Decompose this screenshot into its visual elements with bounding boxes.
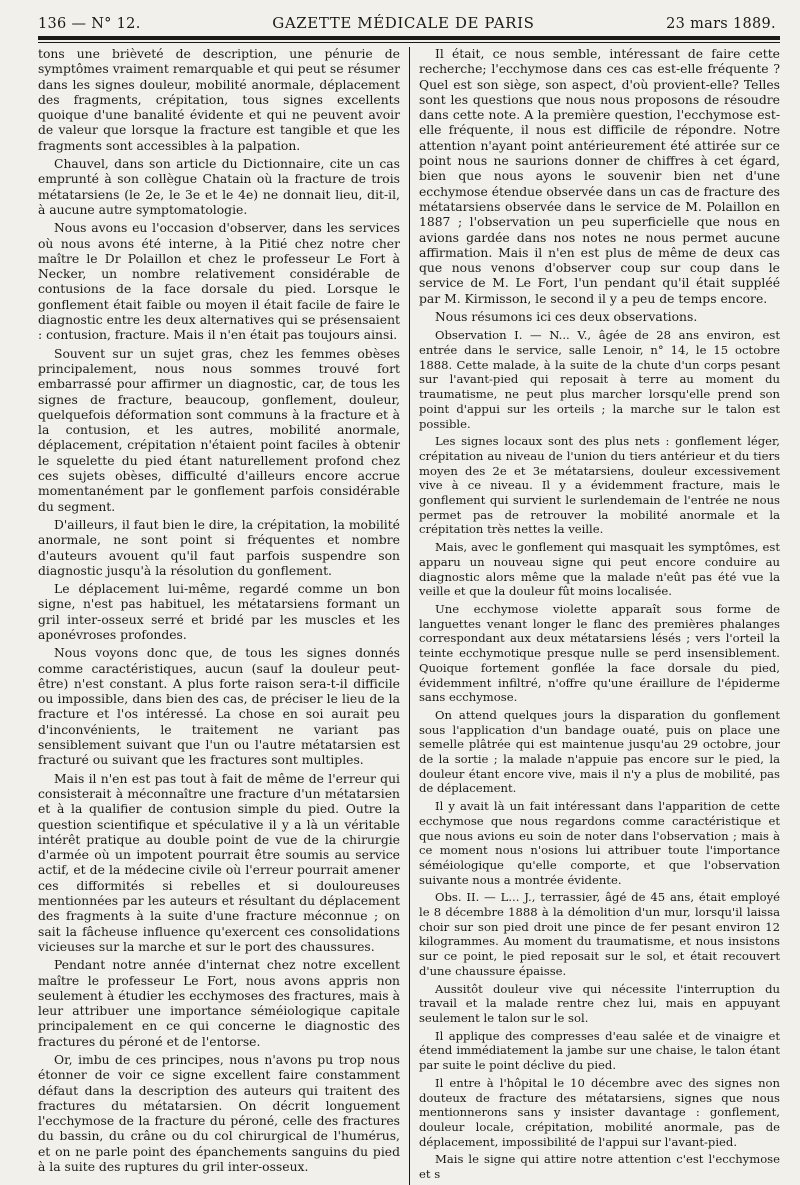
paragraph: Or, imbu de ces principes, nous n'avons pu trop nous étonner de voir ce signe excellent faire constamment défaut dans la description des auteurs qui traitent des fractures du métatarsien. On décrit longuement l'ecchymose de la fracture du péroné, celle des fractures du bassin, du crâne ou du col chirurgical de l'humérus, et on ne parle point des épanchements sanguins du pied à la suite des ruptures du gril inter-osseux. <box>38 1053 400 1175</box>
paragraph: tons une brièveté de description, une pénurie de symptômes vraiment remarquable et qui peut se résumer dans les signes douleur, mobilité anormale, déplacement des fragments, crépitation, tous signes excellents quoique d'une banalité évidente et qui ne peuvent avoir de valeur que lorsque la fracture est tangible et que les fragments sont accessibles à la palpation. <box>38 47 400 153</box>
observation-paragraph: Mais, avec le gonflement qui masquait les symptômes, est apparu un nouveau signe qui peut encore conduire au diagnostic alors même que la malade n'eût pas été vue la veille et que la douleur fût moins localisée. <box>418 540 780 599</box>
observation-paragraph: Il y avait là un fait intéressant dans l'apparition de cette ecchymose que nous regardons comme caractéristique et que nous avions eu soin de noter dans l'observation ; mais à ce moment nous n'osions lui attribuer toute l'importance séméiologique qu'elle comporte, et que l'observation suivante nous a montrée évidente. <box>418 799 780 887</box>
right-column <box>409 47 780 1185</box>
observation-paragraph: Mais le signe qui attire notre attention c'est l'ecchymose et s <box>418 1152 780 1182</box>
observation-paragraph: On attend quelques jours la disparation du gonflement sous l'application d'un bandage ouaté, puis on place une semelle plâtrée qui est maintenue jusqu'au 29 octobre, jour de la sortie ; la malade n'appuie pas encore sur le pied, la douleur étant encore vive, mais il n'y a plus de mobilité, pas de déplacement. <box>418 707 780 796</box>
issue-date: 23 mars 1889. <box>666 16 776 32</box>
paragraph: Mais il n'en est pas tout à fait de même de l'erreur qui consisterait à méconnaître une fracture d'un métatarsien et à la qualifier de contusion simple du pied. Outre la question scientifique et spéculative il y a là un véritable intérêt pratique au double point de vue de la chirurgie d'armée où un impotent pourrait être soumis au service actif, et de la médecine civile où l'erreur pourrait amener ces difformités si rebelles et si douloureuses mentionnées par les auteurs et résultant du déplacement des fragments à la suite d'une fracture méconnue ; on sait la fâcheuse influence qu'exercent ces consolidations vicieuses sur la marche et sur le port des chaussures. <box>38 771 400 954</box>
journal-title: GAZETTE MÉDICALE DE PARIS <box>272 14 535 32</box>
paragraph: Le déplacement lui-même, regardé comme un bon signe, n'est pas habituel, les métatarsiens formant un gril inter-osseux serré et bridé par les muscles et les aponévroses profondes. <box>38 582 400 642</box>
paragraph: Souvent sur un sujet gras, chez les femmes obèses principalement, nous nous sommes trouvé fort embarrassé pour affirmer un diagnostic, car, de tous les signes de fracture, beaucoup, gonflement, douleur, quelquefois déformation sont communs à la fracture et à la contusion, et les autres, mobilité anormale, déplacement, crépitation n'étaient point faciles à obtenir le squelette du pied étant naturellement profond chez ces sujets obèses, difficulté d'ailleurs encore accrue momentanément par le gonflement parfois considérable du segment. <box>38 346 400 514</box>
text-columns <box>38 47 780 1185</box>
observation-paragraph: Observation I. — N... V., âgée de 28 ans environ, est entrée dans le service, salle Lenoir, n° 14, le 15 octobre 1888. Cette malade, à la suite de la chute d'un corps pesant sur l'avant-pied qui reposait à terre au moment du traumatisme, ne peut plus marcher lorsqu'elle prend son point d'appui sur les orteils ; la marche sur le talon est possible. <box>418 328 780 431</box>
running-header <box>24 14 780 32</box>
paragraph: Nous avons eu l'occasion d'observer, dans les services où nous avons été interne, à la Pitié chez notre cher maître le Dr Polaillon et chez le professeur Le Fort à Necker, un nombre relativement considérable de contusions de la face dorsale du pied. Lorsque le gonflement était faible ou moyen il était facile de faire le diagnostic entre les deux alternatives qui se présensaient : contusion, fracture. Mais il n'en était pas toujours ainsi. <box>38 221 400 343</box>
paragraph: Chauvel, dans son article du Dictionnaire, cite un cas emprunté à son collègue Chatain où la fracture de trois métatarsiens (le 2e, le 3e et le 4e) ne donnait lieu, dit-il, à aucune autre symptomatologie. <box>38 157 400 217</box>
page-number: 136 — N° 12. <box>38 16 141 32</box>
observation-paragraph: Il entre à l'hôpital le 10 décembre avec des signes non douteux de fracture des métatarsiens, signes que nous mentionnerons sans y insister davantage : gonflement, douleur locale, crépitation, mobilité anormale, pas de déplacement, impossibilité de l'appui sur l'avant-pied. <box>418 1075 780 1149</box>
observation-paragraph: Il applique des compresses d'eau salée et de vinaigre et étend immédiatement la jambe sur une chaise, le talon étant par suite le point déclive du pied. <box>418 1028 780 1073</box>
paragraph: Nous voyons donc que, de tous les signes donnés comme caractéristiques, aucun (sauf la douleur peut-être) n'est constant. A plus forte raison sera-t-il difficile ou impossible, dans bien des cas, de préciser le lieu de la fracture et l'os intéressé. La chose en soi aurait peu d'inconvénients, le traitement ne variant pas sensiblement suivant que l'un ou l'autre métatarsien est fracturé ou suivant que les fractures sont multiples. <box>38 646 400 768</box>
header-rule-thin <box>38 42 780 43</box>
observation-paragraph: Obs. II. — L... J., terrassier, âgé de 45 ans, était employé le 8 décembre 1888 à la démolition d'un mur, lorsqu'il laissa choir sur son pied droit une pince de fer pesant environ 12 kilogrammes. Au moment du traumatisme, et nous insistons sur ce point, le pied reposait sur le sol, et était recouvert d'une chaussure épaisse. <box>418 890 780 978</box>
paragraph: Nous résumons ici ces deux observations. <box>434 310 698 325</box>
header-rule-thick <box>38 36 780 40</box>
observation-paragraph: Aussitôt douleur vive qui nécessite l'interruption du travail et la malade rentre chez lui, mais en appuyant seulement le talon sur le sol. <box>418 981 780 1025</box>
paragraph: D'ailleurs, il faut bien le dire, la crépitation, la mobilité anormale, ne sont point si fréquentes et nombre d'auteurs avouent qu'il faut parfois suspendre son diagnostic jusqu'à la résolution du gonflement. <box>38 517 400 578</box>
left-column <box>38 47 409 1185</box>
paragraph: Il était, ce nous semble, intéressant de faire cette recherche; l'ecchymose dans ces cas est-elle fréquente ? Quel est son siège, son aspect, d'où provient-elle? Telles sont les questions que nous nous proposons de résoudre dans cette note. A la première question, l'ecchymose est-elle fréquente, il nous est difficile de répondre. Notre attention n'ayant point antérieurement été attirée sur ce point nous ne saurions donner de chiffres à cet égard, bien que nous ayons le souvenir bien net d'une ecchymose étendue observée dans un cas de fracture des métatarsiens observée dans le service de M. Polaillon en 1887 ; l'observation un peu superficielle que nous en avions gardée dans nos notes ne nous permet aucune affirmation. Mais il n'en est plus de même de deux cas que nous venons d'observer coup sur coup dans le service de M. Le Fort, l'un pendant qu'il était suppléé par M. Kirmisson, le second il y a peu de temps encore. <box>418 47 780 306</box>
observation-paragraph: Les signes locaux sont des plus nets : gonflement léger, crépitation au niveau de l'union du tiers antérieur et du tiers moyen des 2e et 3e métatarsiens, douleur excessivement vive à ce niveau. Il y a évidemment fracture, mais le gonflement qui survient le surlendemain de l'entrée ne nous permet pas de retrouver la mobilité anormale et la crépitation très nettes la veille. <box>418 434 780 537</box>
paragraph: Pendant notre année d'internat chez notre excellent maître le professeur Le Fort, nous avons appris non seulement à étudier les ecchymoses des fractures, mais à leur attribuer une importance séméiologique capitale principalement en ce qui concerne le diagnostic des fractures du péroné et de l'entorse. <box>38 958 400 1049</box>
observation-paragraph: Une ecchymose violette apparaît sous forme de languettes venant longer le flanc des premières phalanges correspondant aux deux métatarsiens lésés ; vers l'orteil la teinte ecchymotique presque nulle se perd insensiblement. Quoique fortement gonflée la face dorsale du pied, évidemment infiltré, n'offre qu'une éraillure de l'épiderme sans ecchymose. <box>418 602 780 705</box>
